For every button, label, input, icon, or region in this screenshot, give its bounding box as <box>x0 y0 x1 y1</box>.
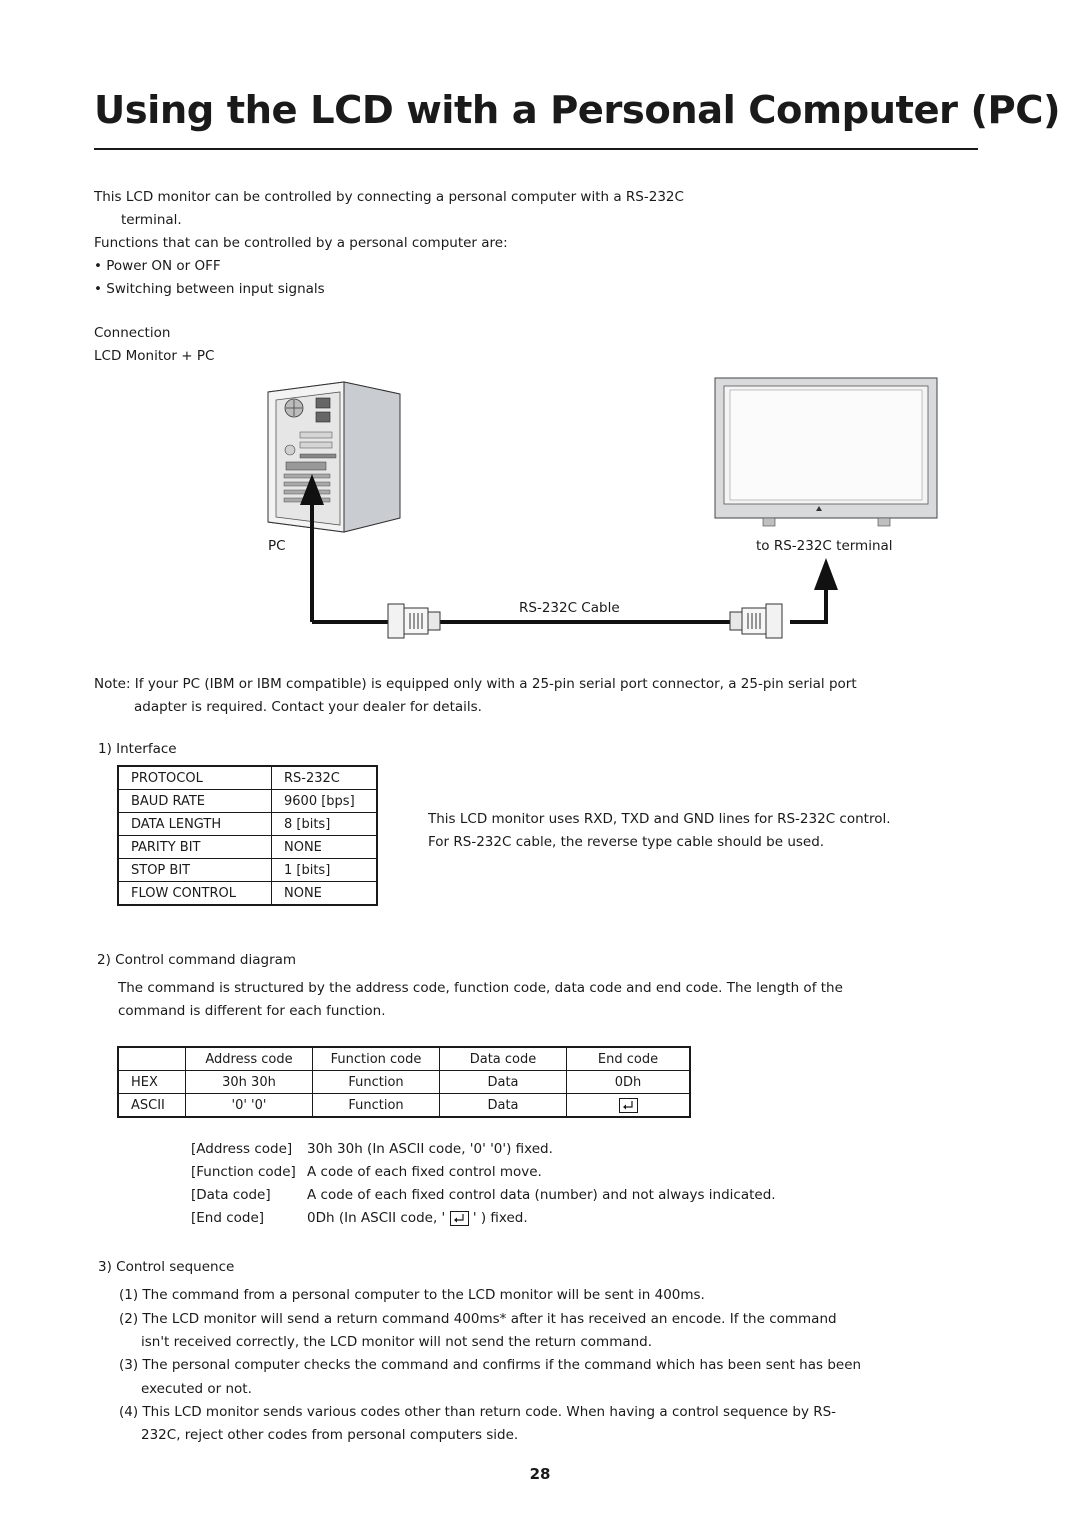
table-row <box>118 859 377 882</box>
table-cell: NONE <box>272 836 378 859</box>
legend-address-term: [Address code] <box>191 1141 293 1157</box>
table-cell: 30h 30h <box>186 1071 313 1094</box>
table-row <box>118 882 377 906</box>
page-number: 28 <box>529 1465 551 1483</box>
legend-end-desc-start: 0Dh (In ASCII code, ' <box>307 1210 446 1226</box>
interface-table <box>117 765 378 906</box>
table-cell <box>567 1094 691 1118</box>
control-sequence-heading: 3) Control sequence <box>98 1259 235 1275</box>
interface-note-2: For RS-232C cable, the reverse type cable should be used. <box>428 834 825 850</box>
table-cell: BAUD RATE <box>118 790 272 813</box>
cable-label: RS-232C Cable <box>519 600 620 616</box>
lcd-monitor-illustration <box>715 378 937 526</box>
legend-address-desc: 30h 30h (In ASCII code, '0' '0') fixed. <box>307 1141 553 1157</box>
table-cell: NONE <box>272 882 378 906</box>
bullet-input: • Switching between input signals <box>94 281 325 297</box>
connection-heading: Connection <box>94 325 171 341</box>
sequence-item-4-line-1: (4) This LCD monitor sends various codes other than return code. When having a control sequence by RS- <box>119 1404 837 1420</box>
cable-connector-left <box>388 604 440 638</box>
table-cell: FLOW CONTROL <box>118 882 272 906</box>
legend-function-desc: A code of each fixed control move. <box>307 1164 542 1180</box>
table-row <box>118 813 377 836</box>
table-cell: Address code <box>186 1047 313 1071</box>
pc-tower-illustration <box>268 382 400 532</box>
title-rule <box>94 148 978 150</box>
table-cell: '0' '0' <box>186 1094 313 1118</box>
table-cell: RS-232C <box>272 766 378 790</box>
sequence-item-4-line-2: 232C, reject other codes from personal computers side. <box>141 1427 519 1443</box>
sequence-item-2-line-1: (2) The LCD monitor will send a return command 400ms* after it has received an encode. If the command <box>119 1311 837 1327</box>
interface-heading: 1) Interface <box>98 741 177 757</box>
command-table <box>117 1046 691 1118</box>
table-cell: End code <box>567 1047 691 1071</box>
sequence-item-1: (1) The command from a personal computer to the LCD monitor will be sent in 400ms. <box>119 1287 705 1303</box>
table-cell: 8 [bits] <box>272 813 378 836</box>
control-diagram-para-1: The command is structured by the address code, function code, data code and end code. The length of the <box>118 980 843 996</box>
legend-end-desc-end: ' ) fixed. <box>472 1210 528 1226</box>
intro-line-2: Functions that can be controlled by a personal computer are: <box>94 235 508 251</box>
page-title: Using the LCD with a Personal Computer (PC) <box>94 88 1061 133</box>
sequence-item-2-line-2: isn't received correctly, the LCD monitor will not send the return command. <box>141 1334 653 1350</box>
note-line-2: adapter is required. Contact your dealer for details. <box>134 699 482 715</box>
table-cell: Data <box>440 1094 567 1118</box>
table-cell: Data code <box>440 1047 567 1071</box>
bullet-power: • Power ON or OFF <box>94 258 221 274</box>
enter-key-icon <box>619 1098 638 1113</box>
intro-line-1: This LCD monitor can be controlled by connecting a personal computer with a RS-232C <box>94 189 684 205</box>
table-cell: Data <box>440 1071 567 1094</box>
sequence-item-3-line-2: executed or not. <box>141 1381 252 1397</box>
table-cell: PARITY BIT <box>118 836 272 859</box>
table-header-row <box>118 1047 690 1071</box>
table-cell: 0Dh <box>567 1071 691 1094</box>
table-row <box>118 1094 690 1118</box>
table-cell: PROTOCOL <box>118 766 272 790</box>
table-row <box>118 836 377 859</box>
table-cell: 9600 [bps] <box>272 790 378 813</box>
table-cell <box>118 1047 186 1071</box>
connection-subheading: LCD Monitor + PC <box>94 348 215 364</box>
table-cell: Function code <box>313 1047 440 1071</box>
table-cell: 1 [bits] <box>272 859 378 882</box>
table-cell: Function <box>313 1094 440 1118</box>
rs232c-terminal-label: to RS-232C terminal <box>756 538 893 554</box>
control-diagram-heading: 2) Control command diagram <box>97 952 297 968</box>
table-cell: Function <box>313 1071 440 1094</box>
legend-data-term: [Data code] <box>191 1187 271 1203</box>
table-row <box>118 1071 690 1094</box>
note-line-1: Note: If your PC (IBM or IBM compatible) is equipped only with a 25-pin serial port connector, a 25-pin serial port <box>94 676 857 692</box>
table-cell: ASCII <box>118 1094 186 1118</box>
legend-data-desc: A code of each fixed control data (number) and not always indicated. <box>307 1187 776 1203</box>
intro-line-1b: terminal. <box>121 212 182 228</box>
enter-key-icon <box>450 1211 469 1226</box>
legend-end-term: [End code] <box>191 1210 265 1226</box>
table-row <box>118 766 377 790</box>
table-cell: DATA LENGTH <box>118 813 272 836</box>
table-cell: STOP BIT <box>118 859 272 882</box>
legend-function-term: [Function code] <box>191 1164 296 1180</box>
cable-connector-right <box>730 604 782 638</box>
pc-label: PC <box>268 538 286 554</box>
table-cell: HEX <box>118 1071 186 1094</box>
legend-end-desc <box>307 1210 528 1226</box>
table-row <box>118 790 377 813</box>
sequence-item-3-line-1: (3) The personal computer checks the command and confirms if the command which has been sent has been <box>119 1357 862 1373</box>
interface-note-1: This LCD monitor uses RXD, TXD and GND lines for RS-232C control. <box>428 811 891 827</box>
control-diagram-para-2: command is different for each function. <box>118 1003 386 1019</box>
